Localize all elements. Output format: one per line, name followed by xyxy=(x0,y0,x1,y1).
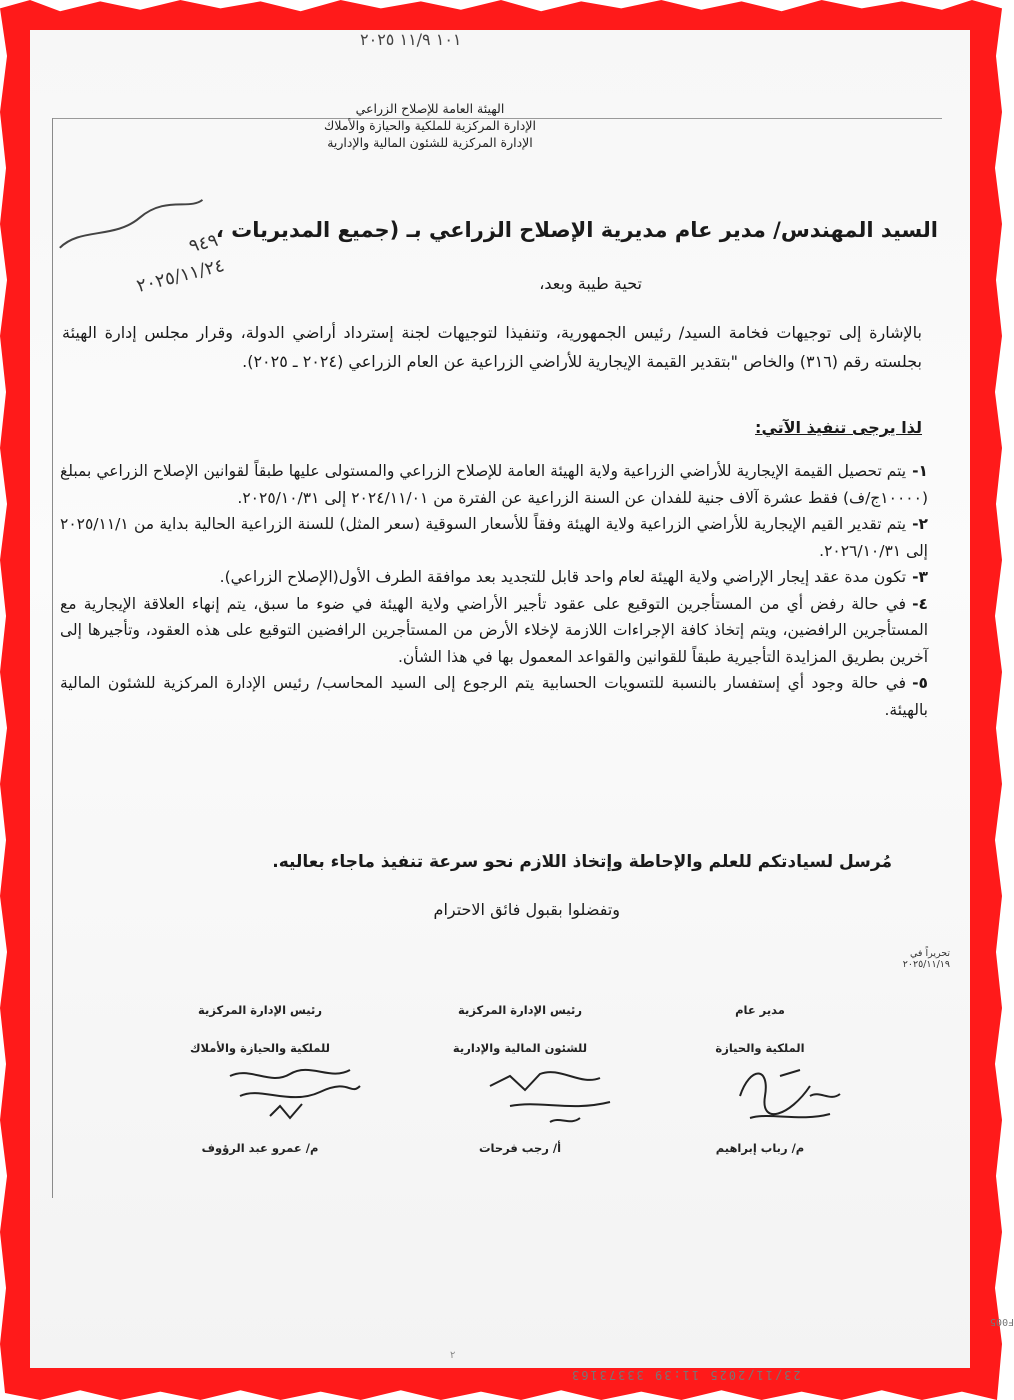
intro-paragraph: بالإشارة إلى توجيهات فخامة السيد/ رئيس الجمهورية، وتنفيذا لتوجيهات لجنة إسترداد أراضي الدولة، وقرار مجلس إدارة الهيئة بجلسته رقم (٣١٦) والخاص "بتقدير القيمة الإيجارية للأراضي الزراعية عن العام الزراعي (٢٠٢٤ ـ ٢٠٢٥). xyxy=(62,323,922,371)
date-note-value: ٢٠٢٥/١١/١٩ xyxy=(902,959,950,970)
item-text: يتم تقدير القيم الإيجارية للأراضي الزراعية ولاية الهيئة وفقاً للأسعار السوقية (سعر المثل) للسنة الزراعية الحالية بداية من ٢٠٢٥/١١/١ إلى ٢٠٢٦/١٠/٣١. xyxy=(60,515,928,560)
signature-name: أ/ رجب فرحات xyxy=(478,1141,562,1155)
item-number: ٤- xyxy=(912,594,928,613)
item-text: يتم تحصيل القيمة الإيجارية للأراضي الزراعية ولاية الهيئة العامة للإصلاح الزراعي والمستولى عليها طبقاً لقوانين الإصلاح الزراعي بمبلغ (١٠٠٠٠ج/ف) فقط عشرة آلاف جنية للفدان عن السنة الزراعية عن الفترة من ٢٠٢٤/١١/٠١ إلى ٢٠٢٥/١٠/٣١. xyxy=(60,462,928,507)
footer-page-number: ٢ xyxy=(450,1350,456,1361)
instruction-list xyxy=(60,458,928,723)
document-page xyxy=(30,30,1014,1382)
signature-title: للشئون المالية والإدارية xyxy=(452,1041,588,1055)
date-note xyxy=(830,948,950,970)
item-text: في حالة وجود أي إستفسار بالنسبة للتسويات الحسابية يتم الرجوع إلى السيد المحاسب/ رئيس الإدارة المركزية للشئون المالية بالهيئة. xyxy=(60,674,928,719)
list-item xyxy=(60,511,928,564)
item-number: ١- xyxy=(912,462,928,480)
letterhead-line: الإدارة المركزية للملكية والحيازة والأملاك xyxy=(324,118,536,133)
letterhead xyxy=(250,100,610,151)
handwritten-number: ٩٤٩ xyxy=(186,229,221,258)
signature-title: مدير عام xyxy=(735,1003,785,1017)
letterhead-line: الهيئة العامة للإصلاح الزراعي xyxy=(355,101,505,116)
signature-title: الملكية والحيازة xyxy=(715,1041,805,1055)
signature-block-right xyxy=(650,1002,870,1156)
handwritten-date: ٢٠٢٥/١١/٢٤ xyxy=(134,254,227,297)
fax-timestamp: 23/11/2025 11:39 33373163 xyxy=(570,1368,801,1382)
item-number: ٥- xyxy=(912,674,928,692)
list-item xyxy=(60,670,928,723)
signature-name: م/ عمرو عبد الرؤوف xyxy=(201,1141,319,1155)
signature-block-middle xyxy=(410,1002,630,1156)
greeting: تحية طيبة وبعد، xyxy=(539,274,642,293)
signature-scribble-icon xyxy=(710,1056,870,1136)
signature-block-left xyxy=(150,1002,370,1156)
directive-heading: لذا يرجى تنفيذ الآتي: xyxy=(755,418,922,437)
closing-regards: وتفضلوا بقبول فائق الاحترام xyxy=(433,900,620,919)
item-text: تكون مدة عقد إيجار الإراضي ولاية الهيئة لعام واحد قابل للتجديد بعد موافقة الطرف الأول(الإصلاح الزراعي). xyxy=(219,568,907,586)
list-item xyxy=(60,591,928,671)
signature-scribble-icon xyxy=(210,1056,370,1136)
item-text: في حالة رفض أي من المستأجرين التوقيع على عقود تأجير الأراضي ولاية الهيئة في ضوء ما سبق، يتم إنهاء العلاقة الإيجارية مع المستأجرين الرافضين، ويتم إتخاذ كافة الإجراءات اللازمة لإخلاء الأرض من المستأجرين الرافضين التوقيع على هذه العقود، وتأجيرها إلى آخرين بطريق المزايدة التأجيرية طبقاً للقوانين والقواعد المعمول بها في هذا الشأن. xyxy=(60,594,928,666)
signature-scribble-icon xyxy=(470,1056,630,1136)
footer-mark: F005 xyxy=(990,1316,1014,1327)
sent-line: مُرسل لسيادتكم للعلم والإحاطة وإتخاذ اللازم نحو سرعة تنفيذ ماجاء بعاليه. xyxy=(272,852,892,872)
item-number: ٣- xyxy=(912,568,928,586)
list-item xyxy=(60,458,928,511)
letterhead-line: الإدارة المركزية للشئون المالية والإدارية xyxy=(327,135,533,150)
handwritten-annotation xyxy=(40,191,229,329)
signature-name: م/ رباب إبراهيم xyxy=(715,1141,805,1155)
signature-title: رئيس الإدارة المركزية xyxy=(198,1003,322,1017)
signature-title: رئيس الإدارة المركزية xyxy=(458,1003,582,1017)
signature-title: للملكية والحيازة والأملاك xyxy=(190,1041,330,1055)
date-note-label: تحريراً في xyxy=(909,948,950,959)
top-scrawl: ١٠١ ١١/٩ ٢٠٢٥ xyxy=(360,30,462,49)
item-number: ٢- xyxy=(912,515,928,533)
list-item xyxy=(60,564,928,591)
salutation: السيد المهندس/ مدير عام مديرية الإصلاح الزراعي بـ (جميع المديريات ، xyxy=(215,218,938,242)
